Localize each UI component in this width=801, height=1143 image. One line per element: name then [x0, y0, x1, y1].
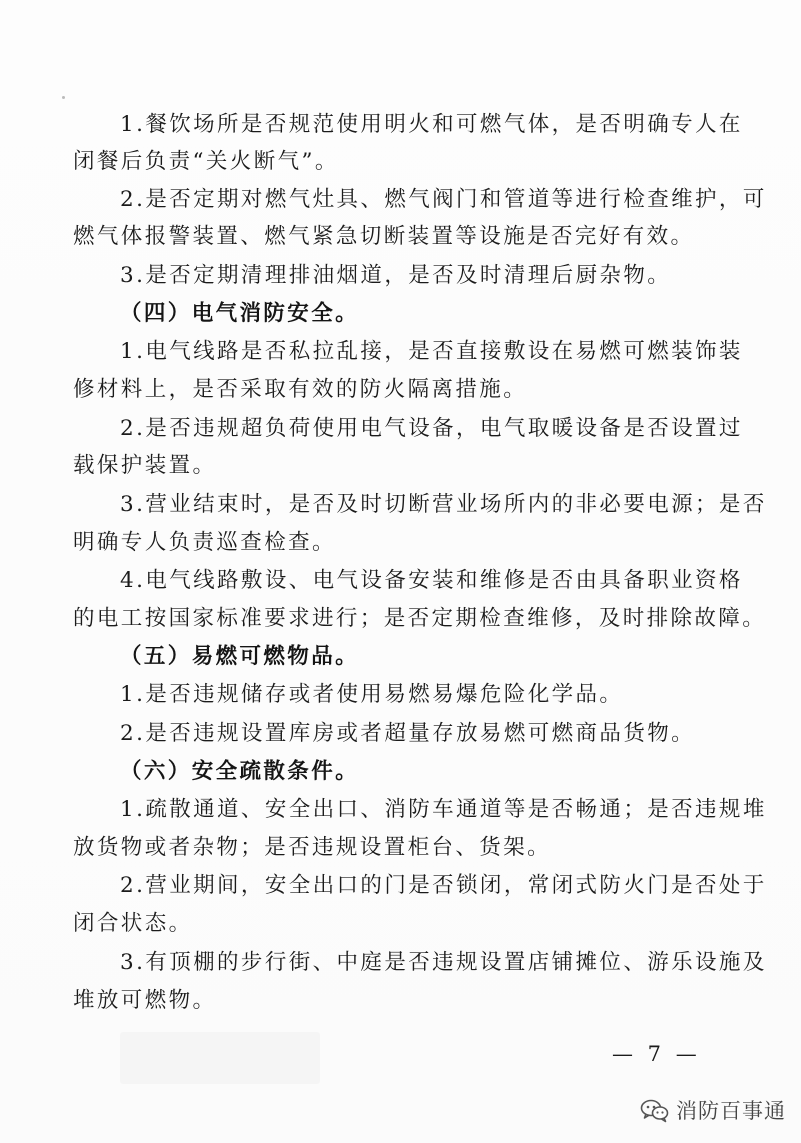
paragraph-line: 堆放可燃物。	[73, 988, 217, 1013]
paragraph-line: 放货物或者杂物；是否违规设置柜台、货架。	[73, 835, 552, 860]
paragraph-line: 的电工按国家标准要求进行；是否定期检查维修，及时排除故障。	[73, 606, 767, 631]
wechat-icon	[640, 1097, 670, 1123]
paragraph-line: 2.是否违规设置库房或者超量存放易燃可燃商品货物。	[120, 721, 696, 746]
watermark-text: 消防百事通	[676, 1099, 786, 1123]
paragraph-line: 修材料上，是否采取有效的防火隔离措施。	[73, 377, 528, 402]
paragraph-line: 明确专人负责巡查检查。	[73, 530, 336, 555]
section-heading: （四）电气消防安全。	[120, 301, 360, 326]
scan-smudge	[120, 1032, 320, 1084]
paragraph-line: 1.餐饮场所是否规范使用明火和可燃气体，是否明确专人在	[120, 112, 743, 137]
paragraph-line: 燃气体报警装置、燃气紧急切断装置等设施是否完好有效。	[73, 224, 695, 249]
section-heading: （五）易燃可燃物品。	[120, 644, 360, 669]
paragraph-line: 3.是否定期清理排油烟道，是否及时清理后厨杂物。	[120, 263, 672, 288]
paragraph-line: 闭合状态。	[73, 911, 193, 936]
section-heading: （六）安全疏散条件。	[120, 759, 360, 784]
paragraph-line: 1.疏散通道、安全出口、消防车通道等是否畅通；是否违规堆	[120, 797, 767, 822]
paragraph-line: 3.有顶棚的步行街、中庭是否违规设置店铺摊位、游乐设施及	[120, 950, 767, 975]
paragraph-line: 1.是否违规储存或者使用易燃易爆危险化学品。	[120, 682, 624, 707]
paragraph-line: 2.是否定期对燃气灶具、燃气阀门和管道等进行检查维护，可	[120, 187, 767, 212]
page-number: — 7 —	[612, 1042, 701, 1066]
paragraph-line: 2.营业期间，安全出口的门是否锁闭，常闭式防火门是否处于	[120, 873, 767, 898]
paragraph-line: 载保护装置。	[73, 453, 217, 478]
paragraph-line: 3.营业结束时，是否及时切断营业场所内的非必要电源；是否	[120, 492, 767, 517]
paragraph-line: 闭餐后负责“关火断气”。	[73, 149, 339, 174]
watermark	[640, 1090, 786, 1130]
paragraph-line: 2.是否违规超负荷使用电气设备，电气取暖设备是否设置过	[120, 416, 743, 441]
paragraph-line: 1.电气线路是否私拉乱接，是否直接敷设在易燃可燃装饰装	[120, 339, 743, 364]
paragraph-line: 4.电气线路敷设、电气设备安装和维修是否由具备职业资格	[120, 568, 743, 593]
scan-speck	[62, 96, 65, 99]
